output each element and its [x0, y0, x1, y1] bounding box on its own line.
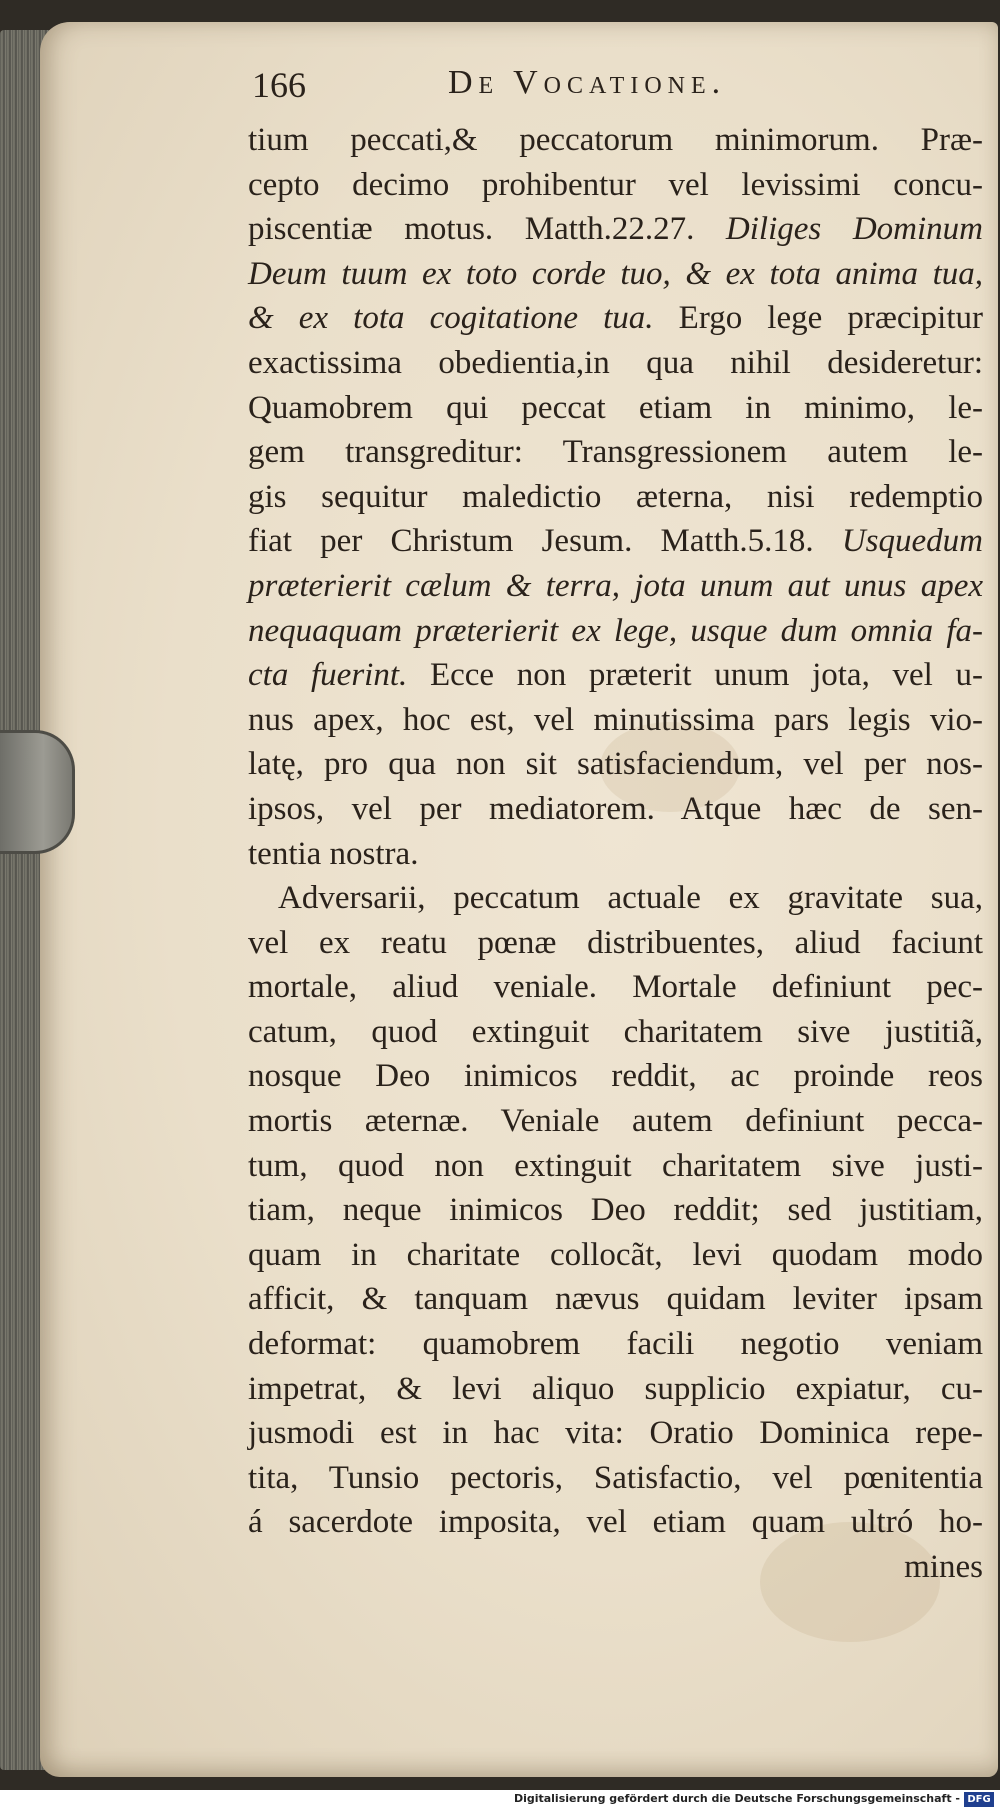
text-line: tum, quod non extinguit charitatem sive justi- [248, 1147, 983, 1184]
text-line: á sacerdote imposita, vel etiam quam ultró ho- [248, 1504, 983, 1541]
italic-segment: Usquedum [841, 523, 983, 560]
page-number: 166 [252, 65, 306, 105]
text-segment: fiat per Christum Jesum. Matth.5.18. [248, 523, 814, 560]
text-line: ipsos, vel per mediatorem. Atque hæc de sen- [248, 790, 983, 827]
text-line: Quamobrem qui peccat etiam in minimo, le- [248, 389, 983, 426]
text-line: præterierit cælum & terra, jota unum aut unus apex [248, 567, 983, 604]
text-line: nus apex, hoc est, vel minutissima pars legis vio- [248, 701, 983, 738]
dfg-logo: DFG [964, 1792, 994, 1807]
text-line: Deum tuum ex toto corde tuo, & ex tota anima tua, [248, 255, 983, 292]
text-line: cepto decimo prohibentur vel levissimi concu- [248, 166, 983, 203]
text-line: gis sequitur maledictio æterna, nisi redemptio [248, 478, 983, 515]
paragraph-first-line: Adversarii, peccatum actuale ex gravitate sua, [278, 880, 983, 917]
text-line [248, 653, 983, 698]
text-line: afficit, & tanquam nævus quidam leviter ipsam [248, 1281, 983, 1318]
text-segment: Ecce non præterit unum jota, vel u- [429, 657, 983, 694]
italic-segment: cta fuerint. [248, 657, 408, 694]
text-line: tiam, neque inimicos Deo reddit; sed justitiam, [248, 1192, 983, 1229]
text-line [248, 519, 983, 564]
text-line: nosque Deo inimicos reddit, ac proinde reos [248, 1058, 983, 1095]
text-line: mortale, aliud veniale. Mortale definiunt pec- [248, 969, 983, 1006]
text-line: latę, pro qua non sit satisfaciendum, vel per nos- [248, 746, 983, 783]
text-line: vel ex reatu pœnæ distribuentes, aliud faciunt [248, 924, 983, 961]
digitization-credit: Digitalisierung gefördert durch die Deutsche Forschungsgemeinschaft - [513, 1792, 960, 1805]
italic-segment: & ex tota cogitatione tua. [248, 300, 654, 337]
text-line: tita, Tunsio pectoris, Satisfactio, vel pœnitentia [248, 1459, 983, 1496]
text-line: deformat: quamobrem facili negotio veniam [248, 1326, 983, 1363]
running-head: De Vocatione. [448, 64, 727, 101]
text-line: mortis æternæ. Veniale autem definiunt pecca- [248, 1103, 983, 1140]
text-line: tentia nostra. [248, 835, 419, 872]
text-line: exactissima obedientia,in qua nihil desideretur: [248, 344, 983, 381]
body-text [248, 118, 983, 1590]
text-line: gem transgreditur: Transgressionem autem le- [248, 434, 983, 471]
italic-segment: Diliges Dominum [725, 211, 983, 248]
page-clip [0, 730, 75, 854]
text-line: catum, quod extinguit charitatem sive justitiã, [248, 1013, 983, 1050]
text-line: jusmodi est in hac vita: Oratio Dominica repe- [248, 1415, 983, 1452]
text-line: quam in charitate collocãt, levi quodam modo [248, 1236, 983, 1273]
text-line [248, 207, 983, 252]
text-line: impetrat, & levi aliquo supplicio expiatur, cu- [248, 1370, 983, 1407]
text-segment: piscentiæ motus. Matth.22.27. [248, 211, 695, 248]
page-header [252, 64, 852, 114]
text-segment: Ergo lege præcipitur [678, 300, 983, 337]
text-line [248, 296, 983, 341]
catchword: mines [904, 1549, 983, 1585]
text-line: nequaquam præterierit ex lege, usque dum omnia fa- [248, 612, 983, 649]
text-line: tium peccati,& peccatorum minimorum. Præ- [248, 122, 983, 158]
